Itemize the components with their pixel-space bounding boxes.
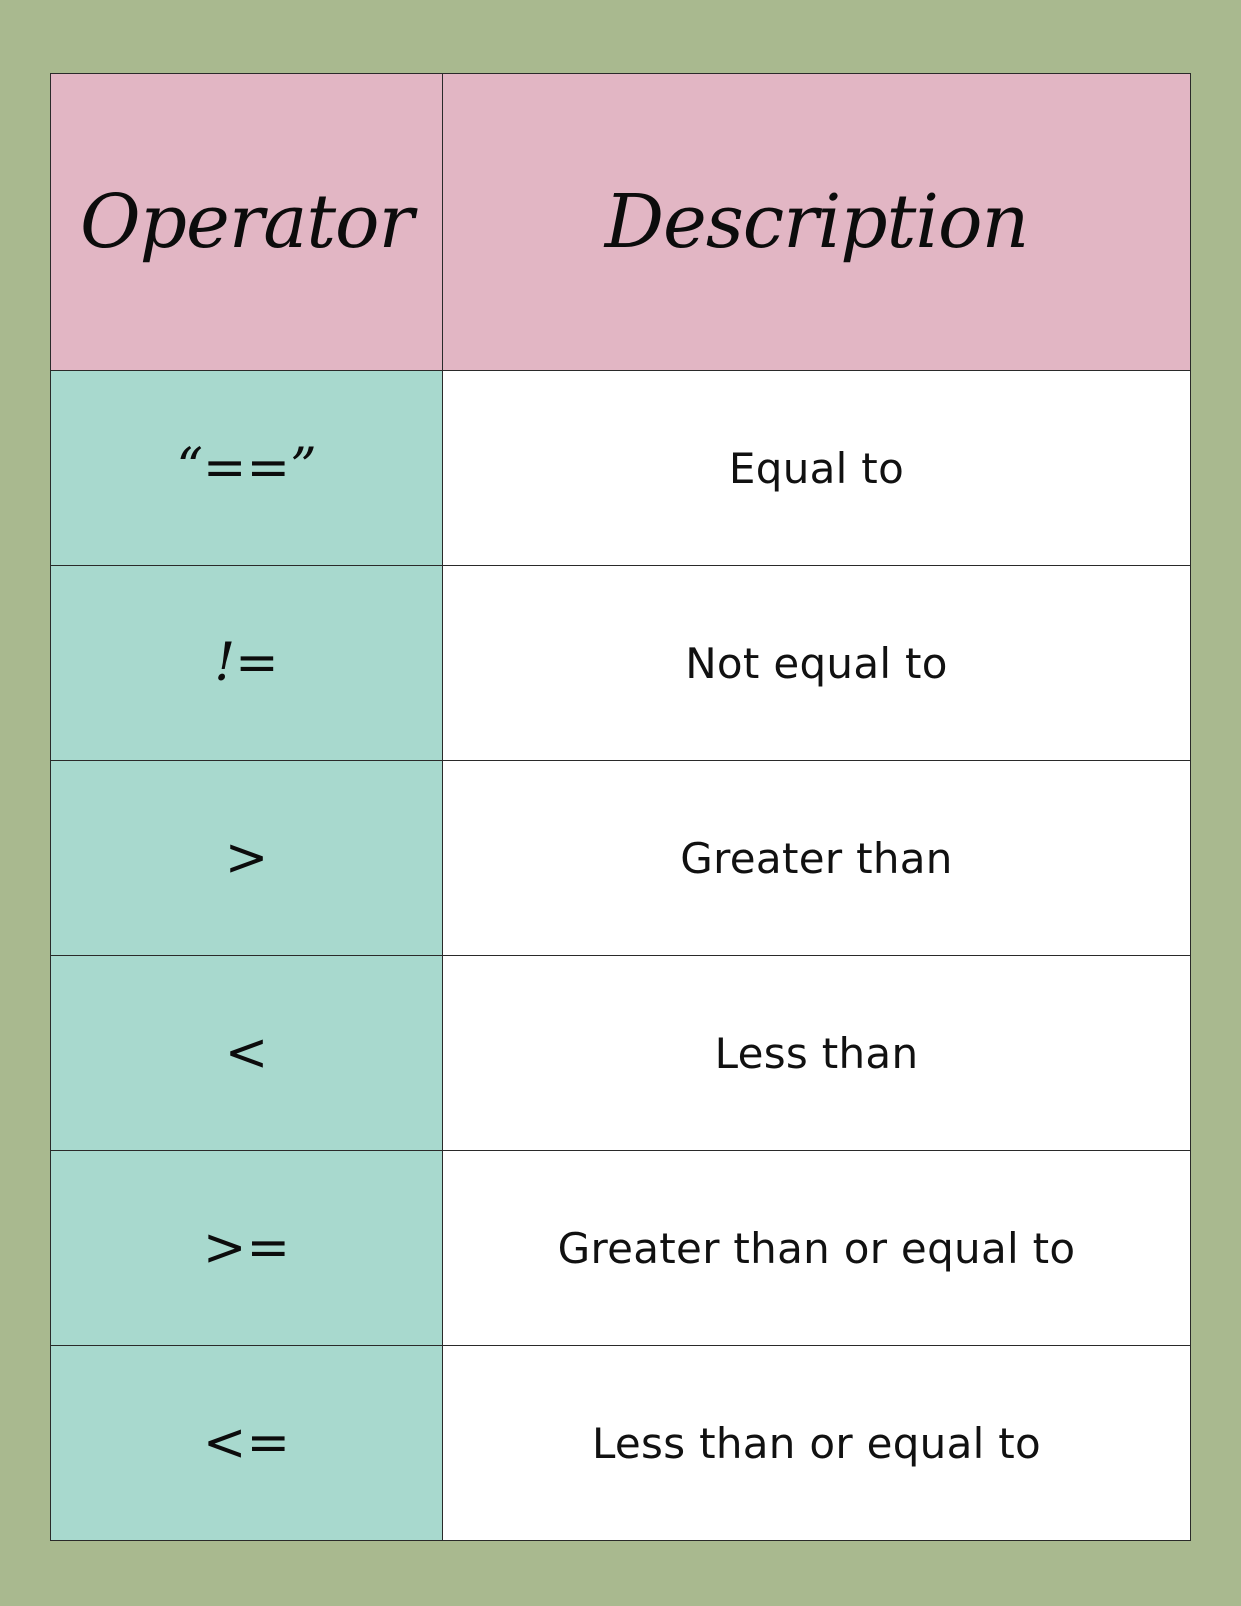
operator-cell: != (51, 566, 443, 761)
operator-cell: <= (51, 1346, 443, 1541)
table-header-row (51, 74, 1191, 371)
operator-cell: < (51, 956, 443, 1151)
operators-table (50, 73, 1191, 1541)
table-row (51, 761, 1191, 956)
description-cell: Equal to (443, 371, 1191, 566)
operator-cell: >= (51, 1151, 443, 1346)
description-cell: Not equal to (443, 566, 1191, 761)
description-cell: Greater than (443, 761, 1191, 956)
table-row (51, 956, 1191, 1151)
description-cell: Less than or equal to (443, 1346, 1191, 1541)
table-row (51, 1151, 1191, 1346)
operator-cell: “==” (51, 371, 443, 566)
table-row (51, 566, 1191, 761)
description-cell: Greater than or equal to (443, 1151, 1191, 1346)
table-row (51, 1346, 1191, 1541)
table-row (51, 371, 1191, 566)
description-column-header: Description (443, 74, 1191, 371)
operator-column-header: Operator (51, 74, 443, 371)
operator-cell: > (51, 761, 443, 956)
description-cell: Less than (443, 956, 1191, 1151)
